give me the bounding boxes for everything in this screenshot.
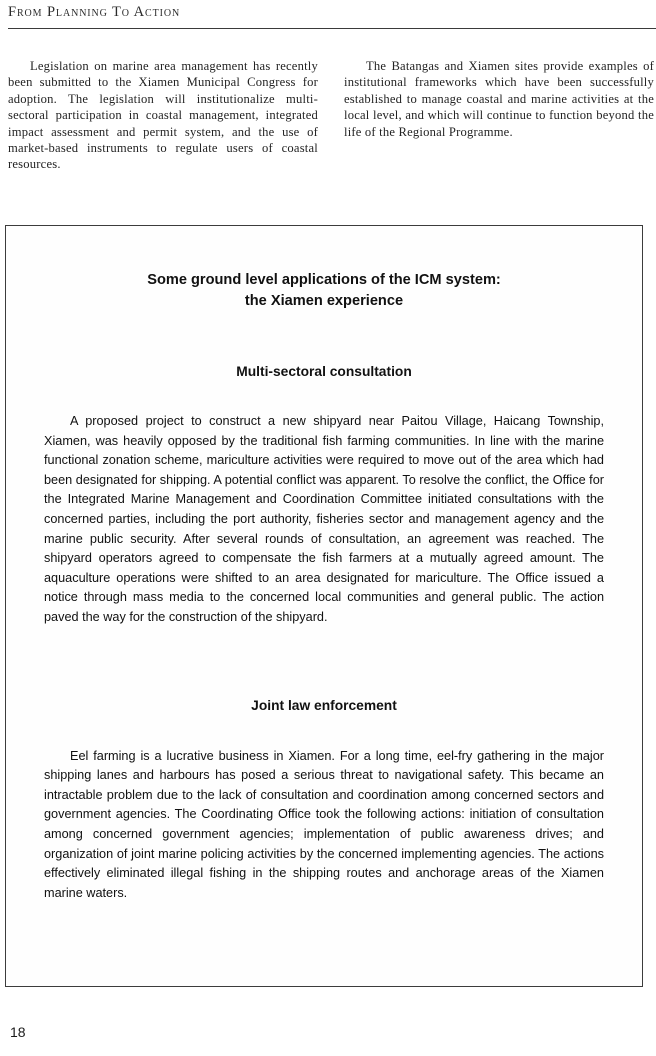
case-study-box	[5, 225, 643, 987]
intro-paragraph-right: The Batangas and Xiamen sites provide examples of institutional frameworks which have been successfully established to manage coastal and marine activities at the local level, and which will continue to function beyond the life of the Regional Programme.	[344, 59, 654, 139]
running-head	[8, 4, 648, 30]
intro-column-left	[8, 58, 318, 173]
running-head-text: From Planning To Action	[8, 4, 181, 20]
intro-columns	[8, 58, 654, 173]
intro-paragraph-left: Legislation on marine area management has recently been submitted to the Xiamen Municipal Congress for adoption. The legislation will institutionalize multi-sectoral participation in coastal management, integrated impact assessment and permit system, and the use of market-based instruments to regulate users of coastal resources.	[8, 59, 318, 172]
section-1-heading: Multi-sectoral consultation	[236, 364, 412, 379]
page-number: 18	[10, 1024, 26, 1040]
section-2-paragraph: Eel farming is a lucrative business in Xiamen. For a long time, eel-fry gathering in the major shipping lanes and harbours has posed a serious threat to navigational safety. This became an intractable problem due to the lack of consultation and coordination among concerned sectors and government agencies. The Coordinating Office took the following actions: initiation of consultation among concerned government agencies; implementation of public awareness drives; and organization of joint marine policing activities by the concerned implementing agencies. The actions effectively eliminated illegal fishing in the shipping routes and anchorage areas of the Xiamen marine waters.	[44, 748, 604, 900]
section-2-heading: Joint law enforcement	[251, 697, 397, 713]
case-study-title-line-2: the Xiamen experience	[244, 293, 404, 309]
running-head-rule	[8, 28, 656, 29]
section-1-paragraph: A proposed project to construct a new shipyard near Paitou Village, Haicang Township, Xiamen, was heavily opposed by the traditional fish farming communities. In line with the marine functional zonation scheme, mariculture activities were required to move out of the area which had been designated for shipping. A potential conflict was apparent. To resolve the conflict, the Office for the Integrated Marine Management and Coordination Committee initiated consultations with the concerned parties, including the port authority, fisheries sector and management agency and the marine public security. After several rounds of consultation, an agreement was reached. The shipyard operators agreed to compensate the fish farmers at a mutually agreed amount. The aquaculture operations were shifted to an area designated for mariculture. The Office issued a notice through mass media to the concerned local communities and general public. The action paved the way for the construction of the shipyard.	[44, 414, 604, 624]
case-study-title-line-1: Some ground level applications of the ICM system:	[147, 272, 501, 288]
intro-column-right	[344, 58, 654, 173]
